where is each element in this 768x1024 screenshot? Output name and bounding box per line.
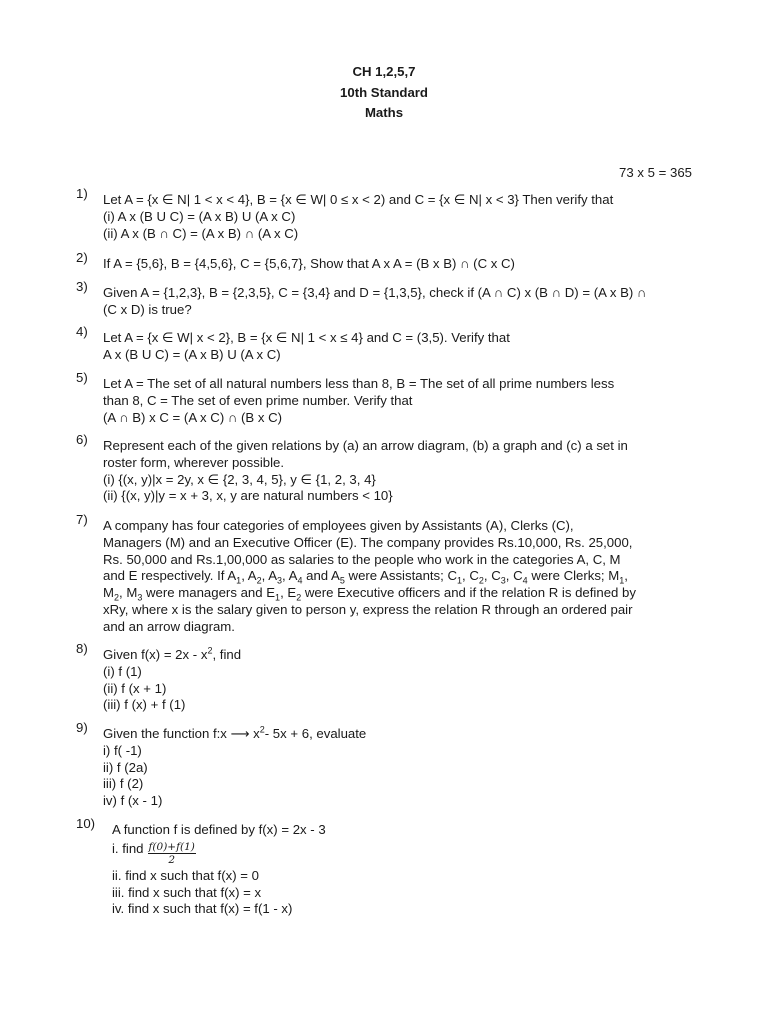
subscript: 4 <box>297 576 303 587</box>
chapters-heading: CH 1,2,5,7 <box>352 64 416 79</box>
question-line <box>103 585 696 602</box>
grade-heading: 10th Standard <box>340 84 428 100</box>
question-line: (i) A x (B U C) = (A x B) U (A x C) <box>103 208 296 224</box>
question-2 <box>76 250 696 273</box>
subscript: 1 <box>275 592 281 603</box>
text-run: were Executive officers and if the relation R is defined by <box>301 585 636 601</box>
question-line: ii. find x such that f(x) = 0 <box>112 867 259 883</box>
fraction-denominator: 2 <box>168 853 176 866</box>
question-number: 8) <box>76 641 88 656</box>
question-line: roster form, wherever possible. <box>103 454 285 470</box>
text-run: , C <box>462 568 479 584</box>
question-line: iv) f (x - 1) <box>103 793 163 809</box>
question-6 <box>76 432 696 505</box>
question-4 <box>76 324 696 364</box>
question-line: Given A = {1,2,3}, B = {2,3,5}, C = {3,4} and D = {1,3,5}, check if (A ∩ C) x (B ∩ D) = (A x B) ∩ <box>103 285 647 300</box>
text-run: , <box>624 568 628 584</box>
question-line: (A ∩ B) x C = (A x C) ∩ (B x C) <box>103 409 283 425</box>
text-run: and E respectively. If A <box>103 568 237 584</box>
question-line: iii. find x such that f(x) = x <box>112 884 262 900</box>
question-line: If A = {5,6}, B = {4,5,6}, C = {5,6,7}, Show that A x A = (B x B) ∩ (C x C) <box>103 256 515 271</box>
question-line: Let A = The set of all natural numbers less than 8, B = The set of all prime numbers less <box>103 376 615 391</box>
question-line: (ii) f (x + 1) <box>103 680 167 696</box>
question-10 <box>76 816 696 918</box>
subscript: 2 <box>478 576 484 587</box>
question-7 <box>76 512 696 636</box>
text-run: were Clerks; M <box>527 568 620 584</box>
question-line: than 8, C = The set of even prime number. Verify that <box>103 392 413 408</box>
text-run: Given the function f:x ⟶ x <box>103 726 260 741</box>
question-line: A company has four categories of employees given by Assistants (A), Clerks (C), <box>103 518 574 533</box>
question-number: 10) <box>76 816 96 831</box>
question-line: and an arrow diagram. <box>103 618 235 634</box>
text-run: i. find <box>112 840 144 856</box>
question-number: 7) <box>76 512 88 527</box>
text-run: M <box>103 585 114 601</box>
question-3 <box>76 279 696 319</box>
question-number: 6) <box>76 432 88 447</box>
question-1 <box>76 186 696 242</box>
subscript: 3 <box>500 576 506 587</box>
question-line <box>103 647 696 664</box>
question-line: iii) f (2) <box>103 776 144 792</box>
subscript: 2 <box>296 592 302 603</box>
question-line <box>103 726 696 743</box>
question-line: Let A = {x ∈ N| 1 < x < 4}, B = {x ∈ W| 0 ≤ x < 2) and C = {x ∈ N| x < 3} Then verify that <box>103 192 614 207</box>
subscript: 1 <box>457 576 463 587</box>
document-header <box>0 62 768 124</box>
superscript: 2 <box>259 724 265 735</box>
question-8 <box>76 641 696 714</box>
subscript: 1 <box>619 576 625 587</box>
question-number: 3) <box>76 279 88 294</box>
text-run: , A <box>282 568 298 584</box>
question-line <box>103 568 696 585</box>
question-line <box>112 841 696 866</box>
subscript: 2 <box>114 592 120 603</box>
text-run: Given f(x) = 2x - x <box>103 647 208 662</box>
question-number: 2) <box>76 250 88 265</box>
question-9 <box>76 720 696 810</box>
question-line: Let A = {x ∈ W| x < 2}, B = {x ∈ N| 1 < x ≤ 4} and C = (3,5). Verify that <box>103 330 510 345</box>
text-run: , A <box>241 568 257 584</box>
text-run: were Assistants; C <box>344 568 458 584</box>
text-run: , find <box>212 647 242 662</box>
question-line: (ii) A x (B ∩ C) = (A x B) ∩ (A x C) <box>103 225 299 241</box>
question-number: 4) <box>76 324 88 339</box>
text-run: , A <box>261 568 278 584</box>
question-line: (i) f (1) <box>103 663 142 679</box>
superscript: 2 <box>207 645 213 656</box>
total-marks: 73 x 5 = 365 <box>619 165 692 180</box>
question-line: Represent each of the given relations by (a) an arrow diagram, (b) a graph and (c) a set in <box>103 438 628 453</box>
question-line: iv. find x such that f(x) = f(1 - x) <box>112 901 293 917</box>
fraction <box>148 841 196 866</box>
question-5 <box>76 370 696 426</box>
text-run: , C <box>505 568 523 584</box>
question-line: xRy, where x is the salary given to person y, express the relation R through an ordered pair <box>103 601 633 617</box>
question-number: 1) <box>76 186 88 201</box>
subscript: 4 <box>522 576 528 587</box>
text-run: - 5x + 6, evaluate <box>264 726 367 741</box>
text-run: were managers and E <box>142 585 276 601</box>
subscript: 5 <box>339 576 345 587</box>
question-number: 5) <box>76 370 88 385</box>
question-line: ii) f (2a) <box>103 759 148 775</box>
question-number: 9) <box>76 720 88 735</box>
text-run: and A <box>302 568 340 584</box>
question-line: (C x D) is true? <box>103 301 192 317</box>
text-run: , C <box>483 568 501 584</box>
text-run: , E <box>280 585 297 601</box>
question-line: (ii) {(x, y)|y = x + 3, x, y are natural numbers < 10} <box>103 488 393 504</box>
subscript: 3 <box>137 592 143 603</box>
subject-heading: Maths <box>364 105 404 120</box>
question-line: (i) {(x, y)|x = 2y, x ∈ {2, 3, 4, 5}, y ∈ {1, 2, 3, 4} <box>103 471 376 487</box>
question-line: (iii) f (x) + f (1) <box>103 697 186 713</box>
question-line: A function f is defined by f(x) = 2x - 3 <box>112 822 326 837</box>
subscript: 3 <box>277 576 283 587</box>
text-run: , M <box>119 585 138 601</box>
question-line: A x (B U C) = (A x B) U (A x C) <box>103 346 281 362</box>
question-line: Rs. 50,000 and Rs.1,00,000 as salaries to the people who work in the categories A, C, M <box>103 551 621 567</box>
subscript: 2 <box>256 576 262 587</box>
subscript: 1 <box>236 576 242 587</box>
fraction-numerator: f(0)+f(1) <box>148 840 195 853</box>
question-line: i) f( -1) <box>103 742 142 758</box>
question-line: Managers (M) and an Executive Officer (E). The company provides Rs.10,000, Rs. 25,000, <box>103 534 633 550</box>
